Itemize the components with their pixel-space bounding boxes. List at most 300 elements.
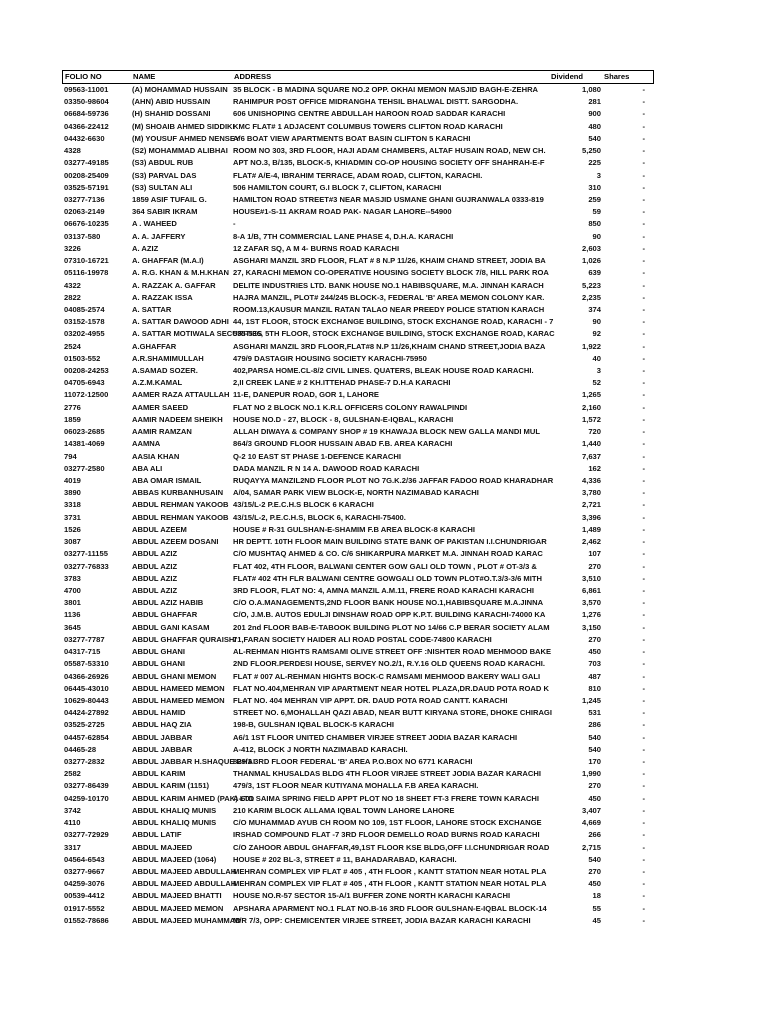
address-cell: THANMAL KHUSALDAS BLDG 4TH FLOOR VIRJEE STREET JODIA BAZAR KARACHI xyxy=(233,769,541,779)
table-row xyxy=(62,145,654,157)
shares-cell: - xyxy=(642,842,645,852)
shares-cell: - xyxy=(642,818,645,828)
folio-cell: 03277-86439 xyxy=(64,781,109,791)
name-cell: ABDUL KHALIQ MUNIS xyxy=(132,818,217,828)
name-cell: A. SATTAR DAWOOD ADHI xyxy=(132,317,229,327)
folio-cell: 07310-16721 xyxy=(64,256,109,266)
table-row xyxy=(62,304,654,316)
folio-cell: 04564-6543 xyxy=(64,854,105,864)
shares-cell: - xyxy=(642,769,645,779)
table-row xyxy=(62,170,654,182)
shares-cell: - xyxy=(642,402,645,412)
dividend-cell: 720 xyxy=(588,427,601,437)
address-cell: 606 UNISHOPING CENTRE ABDULLAH HAROON ROAD SADDAR KARACHI xyxy=(233,109,506,119)
dividend-cell: 3,407 xyxy=(581,805,601,815)
table-row xyxy=(62,328,654,340)
name-cell: ABDUL MAJEED (1064) xyxy=(132,854,217,864)
dividend-cell: 270 xyxy=(588,781,601,791)
folio-cell: 00208-25409 xyxy=(64,170,109,180)
dividend-cell: 639 xyxy=(588,268,601,278)
name-cell: ABDUL JABBAR H.SHAQUE BHAI xyxy=(132,757,256,767)
address-cell: Q-2 10 EAST ST PHASE 1-DEFENCE KARACHI xyxy=(233,451,401,461)
table-row xyxy=(62,793,654,805)
dividend-cell: 3,396 xyxy=(581,512,601,522)
dividend-cell: 540 xyxy=(588,854,601,864)
dividend-cell: 2,160 xyxy=(581,402,601,412)
shares-cell: - xyxy=(642,97,645,107)
table-row xyxy=(62,866,654,878)
table-row xyxy=(62,854,654,866)
shares-cell: - xyxy=(642,280,645,290)
dividend-cell: 52 xyxy=(592,378,601,388)
shares-cell: - xyxy=(642,207,645,217)
dividend-cell: 1,922 xyxy=(581,341,601,351)
shares-cell: - xyxy=(642,867,645,876)
shares-cell: - xyxy=(642,170,645,180)
address-cell: HAMILTON ROAD STREET#3 NEAR MASJID USMANE GHANI GUJRANWALA 0333-819 xyxy=(233,194,544,204)
header-address: ADDRESS xyxy=(234,72,272,81)
address-cell: C/O MUHAMMAD AYUB CH ROOM NO 109, 1ST FLOOR, LAHORE STOCK EXCHANGE xyxy=(233,818,542,828)
shares-cell: - xyxy=(642,146,645,156)
name-cell: A.Z.M.KAMAL xyxy=(132,378,183,388)
table-row xyxy=(62,719,654,731)
address-cell: A/04, SAMAR PARK VIEW BLOCK-E, NORTH NAZIMABAD KARACHI xyxy=(233,488,479,498)
folio-cell: 3742 xyxy=(64,805,81,815)
folio-cell: 3318 xyxy=(64,500,81,510)
table-row xyxy=(62,402,654,414)
dividend-cell: 1,026 xyxy=(581,256,601,266)
shares-cell: - xyxy=(642,561,645,571)
table-row xyxy=(62,426,654,438)
shares-cell: - xyxy=(642,121,645,131)
shares-cell: - xyxy=(642,757,645,767)
address-cell: HOUSE NO.D - 27, BLOCK - 8, GULSHAN-E-IQBAL, KARACHI xyxy=(233,414,454,424)
address-cell: KMC FLAT# 1 ADJACENT COLUMBUS TOWERS CLIFTON ROAD KARACHI xyxy=(233,121,503,131)
address-cell: HOUSE#1-S-11 AKRAM ROAD PAK- NAGAR LAHORE--54900 xyxy=(233,207,452,217)
name-cell: AAMIR RAMZAN xyxy=(132,427,192,437)
folio-cell: 04432-6630 xyxy=(64,133,105,143)
table-row xyxy=(62,475,654,487)
dividend-cell: 40 xyxy=(592,353,601,363)
name-cell: (M) YOUSUF AHMED NENSEY xyxy=(132,133,241,143)
name-cell: ABDUL AZEEM DOSANI xyxy=(132,537,219,547)
address-cell: 11-E, DANEPUR ROAD, GOR 1, LAHORE xyxy=(233,390,379,400)
address-cell: ALLAH DIWAYA & COMPANY SHOP # 19 KHAWAJA BLOCK NEW GALLA MANDI MUL xyxy=(233,427,541,437)
dividend-cell: 1,245 xyxy=(581,695,601,705)
shares-cell: - xyxy=(642,781,645,791)
name-cell: AAMER RAZA ATTAULLAH xyxy=(132,390,230,400)
folio-cell: 05116-19978 xyxy=(64,268,109,278)
address-cell: ASGHARI MANZIL 3RD FLOOR,FLAT#8 N.P 11/26,KHAIM CHAND STREET,JODIA BAZA xyxy=(233,341,546,351)
address-cell: A-412, BLOCK J NORTH NAZIMABAD KARACHI. xyxy=(233,744,408,754)
name-cell: (S3) ABDUL RUB xyxy=(132,158,194,168)
table-row xyxy=(62,903,654,915)
folio-cell: 4110 xyxy=(64,818,81,828)
address-cell: RUQAYYA MANZIL2ND FLOOR PLOT NO 7G.K.2/36 JAFFAR FADOO ROAD KHARADHAR xyxy=(233,476,554,485)
table-row xyxy=(62,634,654,646)
table-row xyxy=(62,744,654,756)
shares-cell: - xyxy=(642,256,645,266)
folio-cell: 3731 xyxy=(64,512,81,522)
folio-cell: 03277-76833 xyxy=(64,561,109,571)
dividend-cell: 107 xyxy=(588,549,601,559)
table-row xyxy=(62,548,654,560)
folio-cell: 06676-10235 xyxy=(64,219,109,229)
header-folio: FOLIO NO xyxy=(65,72,102,81)
folio-cell: 14381-4069 xyxy=(64,439,105,449)
table-row xyxy=(62,316,654,328)
address-cell: 479/9 DASTAGIR HOUSING SOCIETY KARACHI-75950 xyxy=(233,353,427,363)
dividend-cell: 1,080 xyxy=(581,85,601,94)
table-row xyxy=(62,817,654,829)
dividend-cell: 2,715 xyxy=(581,842,601,852)
name-cell: ABDUL JABBAR xyxy=(132,744,193,754)
table-row xyxy=(62,707,654,719)
dividend-cell: 3,510 xyxy=(581,573,601,583)
address-cell: RAHIMPUR POST OFFICE MIDRANGHA TEHSIL BHALWAL DISTT. SARGODHA. xyxy=(233,97,519,107)
folio-cell: 03277-11155 xyxy=(64,549,108,559)
folio-cell: 10629-80443 xyxy=(64,695,109,705)
shares-cell: - xyxy=(642,476,645,485)
table-row xyxy=(62,683,654,695)
folio-cell: 03277-49185 xyxy=(64,158,109,168)
address-cell: 535-536, 5TH FLOOR, STOCK EXCHANGE BUILDING, STOCK EXCHANGE ROAD, KARAC xyxy=(233,329,555,339)
name-cell: ABDUL REHMAN YAKOOB xyxy=(132,512,229,522)
dividend-cell: 1,440 xyxy=(581,439,601,449)
shares-cell: - xyxy=(642,879,645,889)
dividend-cell: 850 xyxy=(588,219,601,229)
dividend-cell: 3,150 xyxy=(581,622,601,632)
table-body xyxy=(62,84,654,927)
name-cell: A. A. JAFFERY xyxy=(132,231,186,241)
shares-cell: - xyxy=(642,500,645,510)
name-cell: ABDUL MAJEED MUHAMMAD xyxy=(132,915,241,925)
name-cell: ABDUL LATIF xyxy=(132,830,182,840)
dividend-cell: 450 xyxy=(588,879,601,889)
shares-cell: - xyxy=(642,744,645,754)
name-cell: A. GHAFFAR (M.A.I) xyxy=(132,256,204,266)
folio-cell: 3783 xyxy=(64,573,81,583)
address-cell: 3RD FLOOR, FLAT NO: 4, AMNA MANZIL A.M.11, FRERE ROAD KARACHI KARACHI xyxy=(233,585,534,595)
address-cell: FLAT# 402 4TH FLR BALWANI CENTRE GOWGALI OLD TOWN PLOT#O.T.3/3-3/6 MITH xyxy=(233,573,542,583)
shares-cell: - xyxy=(642,903,645,913)
dividend-cell: 3,570 xyxy=(581,598,601,608)
folio-cell: 04366-26926 xyxy=(64,671,109,681)
name-cell: ABDUL MAJEED BHATTI xyxy=(132,891,222,901)
address-cell: 210 KARIM BLOCK ALLAMA IQBAL TOWN LAHORE LAHORE xyxy=(233,805,455,815)
dividend-cell: 5,223 xyxy=(581,280,601,290)
name-cell: ABDUL HAMEED MEMON xyxy=(132,695,225,705)
folio-cell: 04259-10170 xyxy=(64,793,109,803)
address-cell: - xyxy=(233,219,236,229)
dividend-cell: 59 xyxy=(592,207,601,217)
shares-cell: - xyxy=(642,268,645,278)
shares-cell: - xyxy=(642,463,645,473)
folio-cell: 03525-2725 xyxy=(64,720,105,730)
folio-cell: 03350-98604 xyxy=(64,97,109,107)
shares-cell: - xyxy=(642,573,645,583)
shares-cell: - xyxy=(642,915,645,925)
folio-cell: 1526 xyxy=(64,524,81,534)
address-cell: DADA MANZIL R N 14 A. DAWOOD ROAD KARACHI xyxy=(233,463,420,473)
dividend-cell: 4,669 xyxy=(581,818,601,828)
table-row xyxy=(62,206,654,218)
dividend-cell: 45 xyxy=(592,915,601,925)
shares-cell: - xyxy=(642,366,645,376)
shares-cell: - xyxy=(642,610,645,620)
shares-cell: - xyxy=(642,158,645,168)
dividend-cell: 540 xyxy=(588,744,601,754)
shares-cell: - xyxy=(642,585,645,595)
address-cell: ROOM NO 303, 3RD FLOOR, HAJI ADAM CHAMBERS, ALTAF HUSAIN ROAD, NEW CH. xyxy=(233,146,546,156)
name-cell: ABDUL HAMID xyxy=(132,708,186,718)
name-cell: AAMNA xyxy=(132,439,161,449)
folio-cell: 05587-53310 xyxy=(64,659,109,669)
shares-cell: - xyxy=(642,805,645,815)
name-cell: A. RAZZAK A. GAFFAR xyxy=(132,280,216,290)
address-cell: 2ND FLOOR.PERDESI HOUSE, SERVEY NO.2/1, R.Y.16 OLD QUEENS ROAD KARACHI. xyxy=(233,659,545,669)
dividend-cell: 266 xyxy=(588,830,601,840)
name-cell: A.GHAFFAR xyxy=(132,341,177,351)
name-cell: A. RAZZAK ISSA xyxy=(132,292,193,302)
shares-cell: - xyxy=(642,85,645,94)
name-cell: (S2) MOHAMMAD ALIBHAI xyxy=(132,146,228,156)
table-row xyxy=(62,780,654,792)
dividend-cell: 5,250 xyxy=(581,146,601,156)
name-cell: ABDUL GHAFFAR QURAISHI xyxy=(132,634,237,644)
shares-cell: - xyxy=(642,304,645,314)
shares-cell: - xyxy=(642,598,645,608)
address-cell: ROOM.13,KAUSUR MANZIL RATAN TALAO NEAR PREEDY POLICE STATION KARACH xyxy=(233,304,545,314)
address-cell: C/O MUSHTAQ AHMED & CO. C/6 SHIKARPURA MARKET M.A. JINNAH ROAD KARAC xyxy=(233,549,543,559)
header-shares: Shares xyxy=(604,72,630,81)
table-row xyxy=(62,463,654,475)
address-cell: 12 ZAFAR SQ, A M 4- BURNS ROAD KARACHI xyxy=(233,243,400,253)
address-cell: HOUSE # R-31 GULSHAN-E-SHAMIM F.B AREA BLOCK-8 KARACHI xyxy=(233,524,476,534)
table-row xyxy=(62,561,654,573)
folio-cell: 04424-27892 xyxy=(64,708,109,718)
folio-cell: 04259-3076 xyxy=(64,879,105,889)
table-row xyxy=(62,512,654,524)
address-cell: HAJRA MANZIL, PLOT# 244/245 BLOCK-3, FEDERAL 'B' AREA MEMON COLONY KAR. xyxy=(233,292,545,302)
folio-cell: 01552-78686 xyxy=(64,915,109,925)
name-cell: ABDUL MAJEED MEMON xyxy=(132,903,224,913)
name-cell: (M) SHOAIB AHMED SIDDIKI xyxy=(132,121,235,131)
name-cell: ABDUL JABBAR xyxy=(132,732,193,742)
name-cell: ABDUL AZIZ HABIB xyxy=(132,598,204,608)
dividend-cell: 225 xyxy=(588,158,601,168)
folio-cell: 04457-62854 xyxy=(64,732,109,742)
table-row xyxy=(62,414,654,426)
dividend-cell: 90 xyxy=(592,231,601,241)
name-cell: ABDUL GHANI xyxy=(132,659,186,669)
shares-cell: - xyxy=(642,133,645,143)
address-cell: A/6 BOAT VIEW APARTMENTS BOAT BASIN CLIFTON 5 KARACHI xyxy=(233,133,471,143)
name-cell: AASIA KHAN xyxy=(132,451,180,461)
address-cell: FLAT NO 2 BLOCK NO.1 K.R.L OFFICERS COLONY RAWALPINDI xyxy=(233,402,468,412)
dividend-cell: 1,265 xyxy=(581,390,601,400)
dividend-cell: 259 xyxy=(588,194,601,204)
table-row xyxy=(62,499,654,511)
table-row xyxy=(62,218,654,230)
address-cell: APSHARA APARMENT NO.1 FLAT NO.B-16 3RD FLOOR GULSHAN-E-IQBAL BLOCK-14 xyxy=(233,903,547,913)
name-cell: (AHN) ABID HUSSAIN xyxy=(132,97,211,107)
table-row xyxy=(62,292,654,304)
table-row xyxy=(62,451,654,463)
folio-cell: 794 xyxy=(64,451,77,461)
address-cell: FLAT # 007 AL-REHMAN HIGHTS BOCK-C RAMSAMI MEHMOOD BAKERY WALI GALI xyxy=(233,671,541,681)
dividend-cell: 2,235 xyxy=(581,292,601,302)
table-row xyxy=(62,609,654,621)
address-cell: 402,PARSA HOME.CL-8/2 CIVIL LINES. QUATERS, BLEAK HOUSE ROAD KARACHI. xyxy=(233,366,534,376)
dividend-cell: 55 xyxy=(592,903,601,913)
dividend-cell: 810 xyxy=(588,683,601,693)
address-cell: 35 BLOCK - B MADINA SQUARE NO.2 OPP. OKHAI MEMON MASJID BAGH-E-ZEHRA xyxy=(233,85,539,94)
table-header xyxy=(62,70,654,84)
dividend-cell: 540 xyxy=(588,732,601,742)
shares-cell: - xyxy=(642,109,645,119)
dividend-cell: 3,780 xyxy=(581,488,601,498)
dividend-cell: 4,336 xyxy=(581,476,601,485)
dividend-cell: 3 xyxy=(596,366,601,376)
shares-cell: - xyxy=(642,854,645,864)
table-row xyxy=(62,573,654,585)
shares-cell: - xyxy=(642,549,645,559)
table-row xyxy=(62,805,654,817)
address-cell: DELITE INDUSTRIES LTD. BANK HOUSE NO.1 HABIBSQUARE, M.A. JINNAH KARACH xyxy=(233,280,544,290)
address-cell: HOUSE # 202 BL-3, STREET # 11, BAHADARABAD, KARACHI. xyxy=(233,854,457,864)
dividend-cell: 270 xyxy=(588,634,601,644)
address-cell: 829/3 3RD FLOOR FEDERAL 'B' AREA P.O.BOX NO 6771 KARACHI xyxy=(233,757,473,767)
address-cell: A6/1 1ST FLOOR UNITED CHAMBER VIRJEE STREET JODIA BAZAR KARACHI xyxy=(233,732,518,742)
shares-cell: - xyxy=(642,830,645,840)
folio-cell: 04705-6943 xyxy=(64,378,105,388)
table-row xyxy=(62,255,654,267)
table-row xyxy=(62,585,654,597)
table-row xyxy=(62,597,654,609)
header-dividend: Dividend xyxy=(551,72,584,81)
shares-cell: - xyxy=(642,231,645,241)
shares-cell: - xyxy=(642,414,645,424)
folio-cell: 1136 xyxy=(64,610,81,620)
table-row xyxy=(62,194,654,206)
folio-cell: 01917-5552 xyxy=(64,903,105,913)
table-row xyxy=(62,524,654,536)
table-row xyxy=(62,671,654,683)
folio-cell: 03277-72929 xyxy=(64,830,109,840)
table-row xyxy=(62,915,654,927)
shares-cell: - xyxy=(642,451,645,461)
folio-cell: 06023-2685 xyxy=(64,427,105,437)
table-row xyxy=(62,438,654,450)
folio-cell: 03137-580 xyxy=(64,231,101,241)
folio-cell: 3890 xyxy=(64,488,81,498)
folio-cell: 04317-715 xyxy=(64,647,101,657)
dividend-cell: 374 xyxy=(588,304,601,314)
folio-cell: 02063-2149 xyxy=(64,207,105,217)
table-row xyxy=(62,96,654,108)
address-cell: 506 HAMILTON COURT, G.I BLOCK 7, CLIFTON, KARACHI xyxy=(233,182,442,192)
dividend-cell: 540 xyxy=(588,133,601,143)
folio-cell: 3317 xyxy=(64,842,81,852)
address-cell: 8-A 1/B, 7TH COMMERCIAL LANE PHASE 4, D.H.A. KARACHI xyxy=(233,231,454,241)
address-cell: 43/15/L-2, P.E.C.H.S, BLOCK 6, KARACHI-75400. xyxy=(233,512,406,522)
name-cell: (S3) SULTAN ALI xyxy=(132,182,193,192)
address-cell: C/O ZAHOOR ABDUL GHAFFAR,49,1ST FLOOR KSE BLDG,OFF I.I.CHUNDRIGAR ROAD xyxy=(233,842,550,852)
address-cell: FLAT# A/E-4, IBRAHIM TERRACE, ADAM ROAD, CLIFTON, KARACHI. xyxy=(233,170,483,180)
name-cell: ABDUL KHALIQ MUNIS xyxy=(132,805,217,815)
address-cell: MEHRAN COMPLEX VIP FLAT # 405 , 4TH FLOOR , KANTT STATION NEAR HOTAL PLA xyxy=(233,867,547,876)
table-row xyxy=(62,243,654,255)
address-cell: FLAT 402, 4TH FLOOR, BALWANI CENTER GOW GALI OLD TOWN , PLOT # OT-3/3 & xyxy=(233,561,537,571)
dividend-cell: 162 xyxy=(588,463,601,473)
table-row xyxy=(62,377,654,389)
folio-cell: 09563-11001 xyxy=(64,85,109,94)
name-cell: ABDUL AZIZ xyxy=(132,561,178,571)
name-cell: ABBAS KURBANHUSAIN xyxy=(132,488,224,498)
dividend-cell: 703 xyxy=(588,659,601,669)
name-cell: ABDUL GANI KASAM xyxy=(132,622,210,632)
table-row xyxy=(62,695,654,707)
shares-cell: - xyxy=(642,793,645,803)
name-cell: ABDUL AZEEM xyxy=(132,524,187,534)
folio-cell: 04465-28 xyxy=(64,744,97,754)
name-cell: ABDUL KARIM xyxy=(132,769,186,779)
shareholder-table xyxy=(62,70,654,927)
table-row xyxy=(62,231,654,243)
name-cell: ABA ALI xyxy=(132,463,163,473)
dividend-cell: 7,637 xyxy=(581,451,601,461)
dividend-cell: 2,721 xyxy=(581,500,601,510)
table-row xyxy=(62,182,654,194)
name-cell: ABDUL HAQ ZIA xyxy=(132,720,192,730)
folio-cell: 00208-24253 xyxy=(64,366,109,376)
address-cell: STREET NO. 6,MOHALLAH QAZI ABAD, NEAR BUTT KIRYANA STORE, DHOKE CHIRAGI xyxy=(233,708,552,718)
folio-cell: 03277-2832 xyxy=(64,757,105,767)
shares-cell: - xyxy=(642,708,645,718)
name-cell: A.SAMAD SOZER. xyxy=(132,366,198,376)
folio-cell: 03202-4955 xyxy=(64,329,105,339)
dividend-cell: 1,489 xyxy=(581,524,601,534)
address-cell: 864/3 GROUND FLOOR HUSSAIN ABAD F.B. AREA KARACHI xyxy=(233,439,453,449)
table-row xyxy=(62,890,654,902)
folio-cell: 2582 xyxy=(64,769,81,779)
name-cell: ABDUL KARIM (1151) xyxy=(132,781,210,791)
dividend-cell: 1,990 xyxy=(581,769,601,779)
name-cell: A. SATTAR xyxy=(132,304,172,314)
address-cell: HOUSE NO.R-57 SECTOR 15-A/1 BUFFER ZONE NORTH KARACHI KARACHI xyxy=(233,891,511,901)
name-cell: AAMIR NADEEM SHEIKH xyxy=(132,414,223,424)
table-row xyxy=(62,622,654,634)
folio-cell: 1859 xyxy=(64,414,81,424)
folio-cell: 06445-43010 xyxy=(64,683,109,693)
folio-cell: 4322 xyxy=(64,280,81,290)
shares-cell: - xyxy=(642,439,645,449)
name-cell: AAMER SAEED xyxy=(132,402,189,412)
table-row xyxy=(62,389,654,401)
table-row xyxy=(62,84,654,96)
address-cell: 44, 1ST FLOOR, STOCK EXCHANGE BUILDING, STOCK EXCHANGE ROAD, KARACHI - 7 xyxy=(233,317,554,327)
address-cell: ASGHARI MANZIL 3RD FLOOR, FLAT # 8 N.P 11/26, KHAIM CHAND STREET, JODIA BA xyxy=(233,256,546,266)
dividend-cell: 450 xyxy=(588,647,601,657)
shares-cell: - xyxy=(642,292,645,302)
address-cell: MEHRAN COMPLEX VIP FLAT # 405 , 4TH FLOOR , KANTT STATION NEAR HOTAL PLA xyxy=(233,879,547,889)
shares-cell: - xyxy=(642,683,645,693)
dividend-cell: 900 xyxy=(588,109,601,119)
name-cell: ABDUL HAMEED MEMON xyxy=(132,683,225,693)
table-row xyxy=(62,732,654,744)
address-cell: HR DEPTT. 10TH FLOOR MAIN BUILDING STATE BANK OF PAKISTAN I.I.CHUNDRIGAR xyxy=(233,537,547,547)
